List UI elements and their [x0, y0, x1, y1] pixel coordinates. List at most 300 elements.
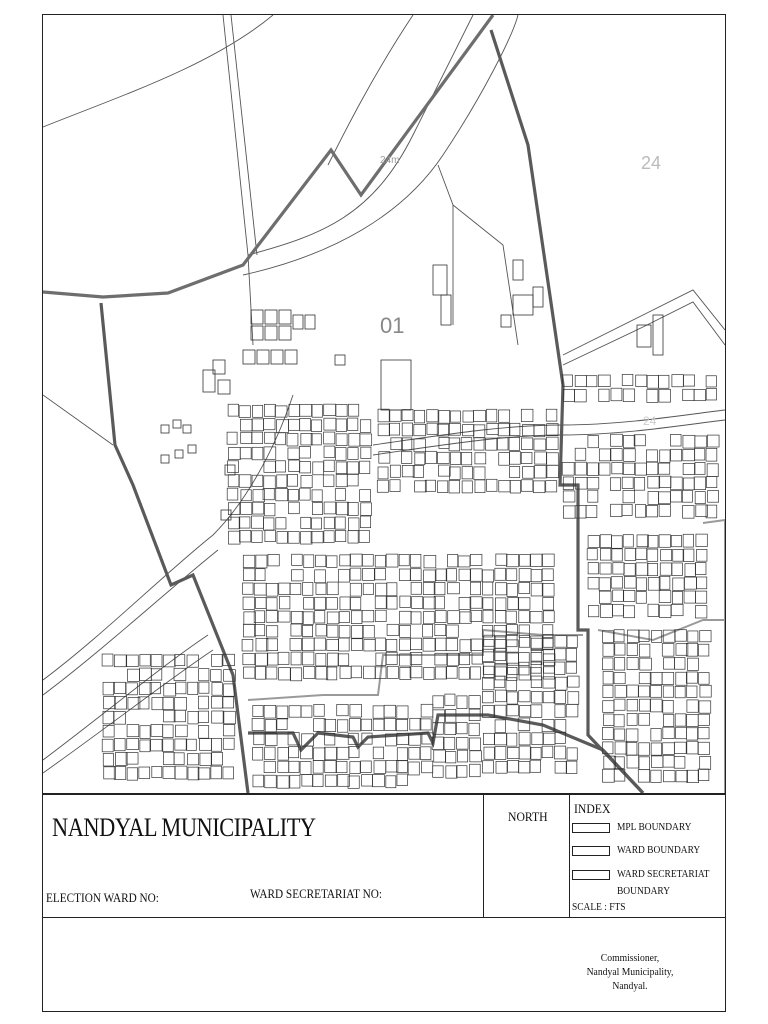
plot-parcel: [420, 719, 431, 730]
plot-parcel: [424, 667, 434, 679]
plot-parcel: [256, 597, 267, 608]
plot-parcel: [402, 423, 412, 436]
ward-number-24: 24: [641, 153, 662, 173]
plot-parcel: [278, 652, 289, 664]
plot-parcel: [301, 433, 312, 445]
plot-parcel: [198, 768, 210, 779]
plot-parcel: [651, 756, 662, 767]
plot-parcel: [288, 419, 299, 430]
plot-parcel: [449, 467, 460, 479]
plot-parcel: [483, 598, 493, 610]
plot-parcel: [163, 697, 174, 709]
plot-parcel: [337, 704, 348, 715]
plot-parcel: [613, 563, 624, 574]
plot-parcel: [567, 748, 577, 760]
plot-parcel: [459, 597, 471, 609]
plot-parcel: [291, 652, 301, 665]
plot-parcel: [449, 480, 460, 493]
plot-parcel: [456, 738, 468, 750]
plot-parcel: [707, 435, 719, 447]
plot-parcel: [229, 531, 241, 544]
plot-parcel: [670, 491, 681, 502]
secretariat-boundary: [248, 520, 725, 793]
plot-parcel: [266, 583, 278, 596]
plot-parcel: [424, 597, 436, 609]
plot-parcel: [640, 658, 652, 670]
plot-parcel: [614, 715, 624, 727]
plot-parcel: [671, 449, 682, 461]
plot-parcel: [410, 638, 421, 650]
plot-parcel: [482, 570, 493, 582]
plot-parcel: [224, 684, 235, 696]
plot-parcel: [586, 376, 597, 387]
plot-parcel: [239, 530, 250, 542]
plot-parcel: [659, 576, 670, 589]
plot-parcel: [324, 460, 334, 471]
plot-parcel: [673, 549, 683, 561]
plot-parcel: [103, 711, 114, 724]
plot-parcel: [351, 639, 362, 651]
plot-parcel: [546, 481, 557, 492]
plot-parcel: [290, 639, 301, 651]
plot-parcel: [337, 502, 349, 515]
plot-parcel: [482, 761, 493, 773]
plot-parcel: [302, 652, 314, 665]
plot-parcel: [127, 768, 137, 780]
plot-parcel: [508, 760, 519, 772]
road-east-2: [563, 302, 725, 365]
plot-parcel: [600, 535, 611, 548]
plot-parcel: [487, 409, 497, 422]
plot-parcel: [373, 719, 384, 730]
plot-parcel: [227, 432, 237, 444]
plot-parcel: [287, 474, 297, 486]
plot-parcel: [350, 762, 360, 774]
plot-parcel: [128, 669, 140, 681]
plot-parcel: [543, 649, 554, 660]
plot-parcel: [694, 390, 705, 401]
title-block: [42, 793, 726, 918]
plot-parcel: [507, 733, 517, 746]
plot-parcel: [523, 467, 534, 479]
plot-parcel: [288, 448, 299, 459]
plot-parcel: [534, 439, 546, 450]
plot-parcel: [243, 597, 255, 609]
plot-parcel: [399, 554, 409, 565]
plot-parcel: [140, 654, 150, 666]
plot-parcel: [598, 375, 610, 387]
plot-parcel: [348, 518, 359, 531]
plot-parcel: [518, 598, 530, 610]
plot-parcel: [622, 374, 633, 385]
plot-parcel: [439, 437, 449, 448]
plot-parcel: [268, 554, 279, 566]
plot-parcel: [339, 638, 350, 651]
plot-parcel: [386, 760, 398, 772]
plot-parcel: [459, 569, 471, 580]
plot-parcel: [386, 639, 397, 651]
plot-parcel: [474, 438, 484, 451]
legend-secretariat-boundary-symbol: [572, 870, 610, 880]
plot-parcel: [446, 625, 458, 637]
plot-parcel: [519, 662, 529, 675]
plot-parcel: [698, 714, 709, 725]
plot-parcel: [535, 452, 547, 464]
plot-parcel: [470, 597, 482, 608]
plot-parcel: [433, 766, 444, 777]
plot-parcel: [674, 756, 685, 768]
plot-parcel: [243, 624, 255, 637]
plot-parcel: [424, 570, 436, 582]
plot-parcel: [470, 738, 481, 751]
plot-parcel: [483, 663, 495, 675]
plot-parcel: [603, 685, 613, 697]
plot-parcel: [425, 451, 436, 463]
plot-parcel: [483, 733, 494, 744]
plot-parcel: [603, 671, 613, 684]
title-block-divider-2: [569, 795, 570, 918]
plot-parcel: [256, 653, 268, 666]
mpl-boundary-line: [43, 15, 493, 297]
plot-parcel: [446, 752, 456, 763]
plot-parcel: [340, 597, 350, 610]
ward-map[interactable]: [43, 15, 725, 793]
plot-parcel: [264, 761, 275, 772]
plot-parcel: [687, 658, 698, 670]
plot-parcel: [675, 686, 685, 697]
plot-parcel: [327, 667, 337, 680]
plot-parcel: [415, 453, 425, 465]
plot-parcel: [414, 424, 426, 435]
plot-parcel: [675, 714, 686, 726]
plot-parcel: [239, 517, 250, 528]
plot-parcel: [684, 375, 695, 386]
plot-parcel: [396, 719, 407, 730]
plot-parcel: [336, 761, 347, 772]
plot-parcel: [378, 424, 390, 436]
plot-parcel: [390, 465, 400, 477]
plot-parcel: [316, 667, 328, 679]
plot-parcel: [610, 478, 620, 491]
road-diag-west: [43, 395, 113, 445]
plot-parcel: [611, 434, 623, 446]
plot-parcel: [336, 474, 347, 486]
plot-parcel: [290, 583, 301, 594]
plot-parcel: [543, 692, 555, 703]
plot-parcel: [114, 682, 125, 693]
plot-parcels: [161, 260, 663, 520]
plot-parcel: [350, 583, 361, 596]
plot-parcel: [188, 682, 198, 694]
plot-parcel: [301, 706, 312, 717]
plot-parcel: [496, 583, 507, 595]
plot-parcel: [543, 654, 555, 665]
plot-parcel: [614, 673, 625, 684]
plot-parcel: [495, 652, 506, 665]
plot-parcel: [337, 720, 347, 732]
plot-parcel: [265, 733, 277, 745]
plot-parcel: [699, 644, 709, 656]
plot-parcel: [659, 505, 670, 517]
plot-parcel: [303, 582, 313, 595]
plot-parcel: [495, 640, 506, 651]
plot-parcel: [324, 502, 336, 514]
plot-parcel: [435, 624, 446, 635]
plot-parcel: [266, 610, 277, 622]
plot-parcel: [327, 582, 338, 595]
plot-parcel: [566, 761, 577, 773]
plot-parcel: [482, 677, 494, 689]
plot-parcel: [253, 747, 263, 760]
plot-parcel: [446, 639, 457, 651]
plot-parcel: [614, 699, 625, 710]
plot-parcel: [188, 711, 198, 724]
plot-parcel: [327, 625, 338, 637]
plot-parcel: [278, 611, 290, 622]
plot-parcel: [436, 638, 446, 651]
plot-parcel: [474, 425, 485, 438]
plot-parcel: [266, 598, 277, 610]
plot-parcel: [347, 462, 358, 475]
plot-parcel: [519, 691, 530, 702]
plot-parcel: [361, 447, 371, 458]
plot-parcel: [694, 477, 706, 490]
plot-parcel: [114, 655, 126, 667]
plot-parcel: [648, 604, 659, 616]
plot-parcel: [114, 766, 126, 779]
plot-parcel: [164, 752, 175, 764]
plot-parcel: [241, 503, 252, 515]
plot-parcel: [253, 775, 264, 787]
plot-parcel: [349, 433, 360, 446]
plot-parcel: [474, 467, 485, 480]
plot-parcel: [292, 554, 303, 565]
plot-parcel: [495, 720, 505, 733]
plot-parcel: [672, 591, 682, 604]
plot-parcel: [487, 479, 497, 491]
plot-parcel: [506, 611, 516, 623]
plot-parcel: [299, 446, 310, 458]
plot-parcel: [646, 506, 657, 517]
plot-parcel: [348, 448, 358, 460]
plot-parcel: [424, 611, 435, 623]
plot-parcel: [359, 530, 369, 542]
plot-parcel: [223, 725, 234, 736]
plot-parcel: [659, 389, 671, 402]
plot-parcel: [410, 718, 421, 730]
plot-parcel: [435, 667, 446, 679]
plot-parcel: [696, 534, 707, 546]
plot-parcel: [277, 475, 287, 488]
plot-parcel: [438, 465, 450, 476]
plot-parcel: [325, 747, 337, 760]
plot-parcel: [389, 423, 399, 435]
plot-parcel: [587, 549, 597, 560]
road-curve-north: [248, 15, 473, 255]
plot-parcel: [115, 696, 127, 709]
plot-parcel: [623, 389, 634, 402]
plot-parcel: [470, 610, 482, 621]
plot-parcel: [651, 770, 661, 782]
plot-parcel: [151, 669, 162, 680]
plot-parcel: [534, 466, 546, 478]
plot-parcel: [300, 762, 311, 775]
plot-parcel: [461, 438, 472, 450]
plot-parcel: [316, 624, 327, 636]
plot-parcel: [399, 569, 410, 580]
plot-parcel: [301, 517, 311, 528]
plot-parcel: [707, 477, 717, 488]
plot-parcel: [324, 446, 335, 457]
plot-parcel: [659, 605, 670, 617]
plot-parcel: [531, 668, 542, 680]
plot-parcel: [313, 775, 324, 787]
plot-parcel: [637, 535, 648, 547]
plot-parcel: [175, 655, 185, 666]
plot-parcel: [612, 549, 622, 561]
plot-parcel: [252, 419, 264, 431]
plot-parcel: [211, 766, 222, 779]
plot-parcel: [200, 753, 211, 765]
plot-parcel: [650, 686, 661, 698]
plot-parcel: [400, 611, 412, 624]
plot-parcel: [276, 489, 288, 501]
plot-parcel: [613, 590, 624, 601]
plot-parcel: [611, 388, 622, 401]
plot-parcel: [373, 706, 384, 718]
plot-parcel: [470, 764, 481, 776]
plot-parcel: [255, 666, 265, 679]
plot-parcel: [699, 701, 711, 713]
plot-parcel: [300, 418, 311, 430]
plot-parcel: [458, 556, 470, 567]
plot-parcel: [288, 489, 298, 500]
plot-parcel: [626, 743, 637, 756]
plot-parcel: [496, 761, 507, 773]
plot-parcel: [446, 569, 456, 581]
plot-parcel: [313, 761, 323, 773]
plot-parcel: [521, 480, 533, 492]
plot-parcel: [315, 570, 326, 583]
plot-parcel: [114, 712, 125, 725]
plot-parcel: [543, 597, 554, 610]
plot-parcel: [227, 488, 238, 500]
plot-parcel: [264, 461, 276, 472]
plot-parcel: [360, 490, 371, 502]
plot-parcel: [376, 583, 387, 596]
plot-parcel: [684, 591, 695, 603]
plot-parcel: [575, 448, 586, 460]
plot-parcel: [316, 654, 326, 666]
plot-parcel: [174, 753, 184, 765]
plot-parcel: [683, 463, 694, 474]
plot-parcel: [312, 420, 322, 432]
plot-parcel: [683, 449, 695, 460]
plot-parcel: [375, 610, 386, 621]
plot-parcel: [564, 389, 575, 401]
plot-parcel: [695, 563, 706, 575]
plot-parcel: [563, 491, 575, 502]
plot-parcel: [648, 577, 660, 590]
plot-parcel: [363, 569, 375, 581]
plot-parcel: [530, 760, 540, 772]
plot-parcel: [348, 531, 358, 543]
plot-parcel: [672, 563, 682, 575]
plot-parcel: [313, 748, 325, 761]
plot-parcel: [229, 517, 240, 529]
ward-boundary-west: [101, 303, 248, 793]
plot-parcel: [264, 404, 275, 416]
plot-parcel: [519, 611, 530, 623]
plot-parcel: [275, 433, 285, 445]
plot-parcel: [533, 481, 545, 493]
plot-parcel: [622, 504, 632, 515]
signature-line-1: Commissioner,: [600, 953, 660, 964]
plot-parcel: [175, 739, 187, 750]
plot-parcel: [324, 517, 334, 529]
plot-parcel: [568, 692, 579, 705]
plot-parcel: [373, 747, 383, 759]
plot-parcel: [446, 667, 457, 679]
plot-parcel: [587, 463, 598, 476]
plot-parcel: [507, 692, 517, 704]
plot-parcel: [278, 761, 289, 772]
plot-parcel: [615, 658, 625, 670]
plot-parcel: [243, 555, 254, 567]
plot-parcel: [460, 640, 471, 653]
plot-parcel: [697, 577, 707, 589]
plot-parcel: [252, 432, 263, 443]
plot-parcel: [377, 480, 388, 492]
plot-parcel: [253, 705, 263, 716]
plot-parcel: [697, 549, 707, 561]
plot-parcel: [624, 606, 635, 618]
plot-parcel: [254, 625, 264, 636]
plot-parcel: [650, 673, 662, 685]
plot-parcel: [302, 775, 313, 786]
plot-parcel: [566, 648, 576, 661]
plot-parcel: [277, 420, 289, 433]
plot-parcel: [602, 658, 613, 670]
plot-parcel: [651, 743, 661, 755]
plot-parcel: [543, 554, 555, 566]
plot-parcel: [351, 666, 361, 678]
plot-parcel: [683, 505, 694, 518]
plot-parcel: [531, 570, 542, 582]
plot-parcel: [532, 733, 543, 745]
plot-parcel: [698, 769, 709, 781]
plot-parcel: [519, 582, 530, 593]
plot-parcel: [372, 775, 384, 787]
plot-parcel: [139, 767, 150, 779]
plot-parcel: [387, 596, 397, 609]
plot-parcel: [304, 598, 314, 610]
plot-parcel: [531, 676, 541, 688]
plot-parcel: [299, 461, 310, 472]
plot-parcel: [588, 490, 598, 502]
plot-parcel: [240, 448, 251, 459]
plot-parcel: [458, 750, 468, 762]
plot-parcel: [462, 452, 472, 464]
plot-parcel: [687, 770, 699, 782]
plot-parcel: [519, 732, 530, 745]
plot-parcel: [336, 434, 347, 446]
plot-parcel: [636, 563, 648, 575]
plot-parcel: [509, 423, 520, 435]
plot-parcel: [291, 668, 302, 681]
plot-parcel: [326, 598, 337, 610]
plot-parcel: [531, 653, 542, 665]
